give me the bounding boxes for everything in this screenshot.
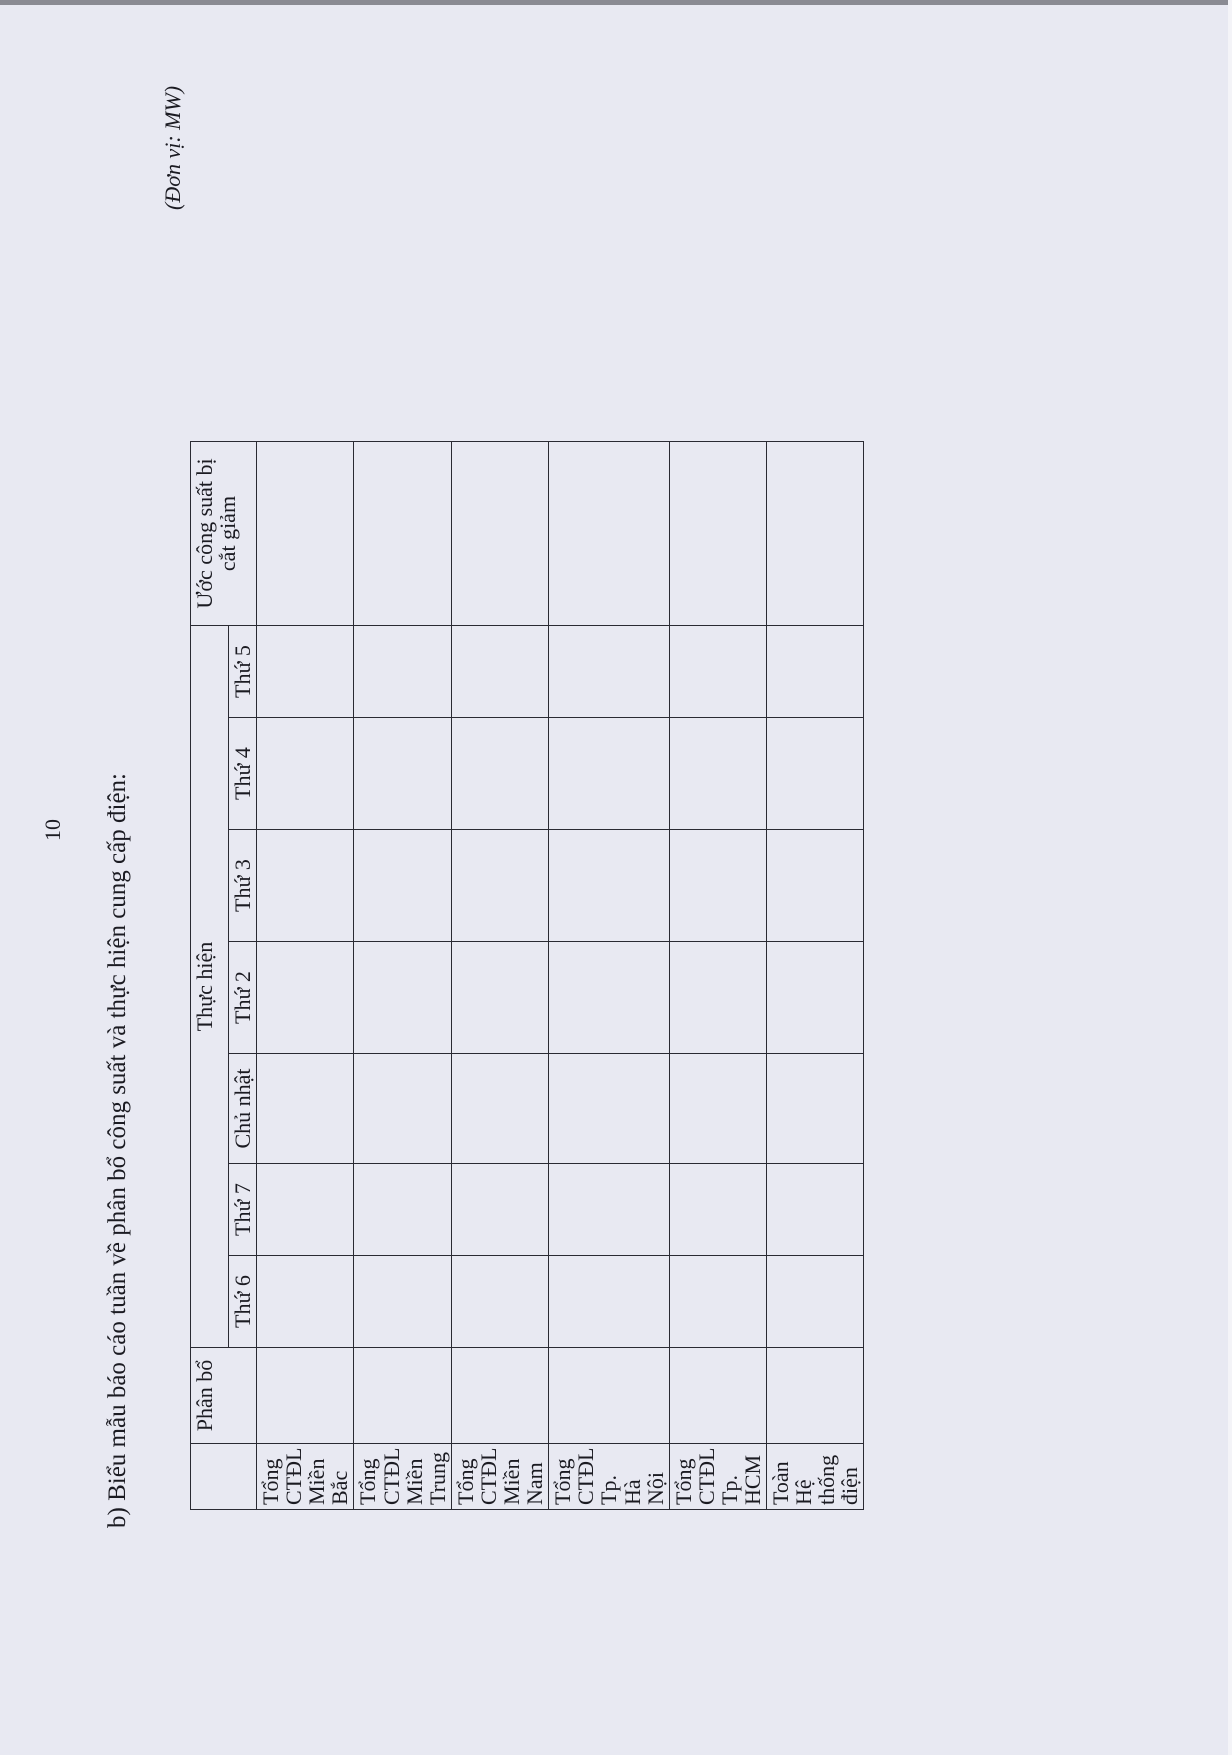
row-label: Tổng CTĐL Tp. HCM xyxy=(669,1444,766,1510)
day-cell xyxy=(669,1164,766,1256)
day-cell xyxy=(669,830,766,942)
day-cell xyxy=(451,942,548,1054)
day-cell xyxy=(767,942,864,1054)
day-cell xyxy=(257,626,354,718)
day-cell xyxy=(451,718,548,830)
day-cell xyxy=(257,1164,354,1256)
row-label: Tổng CTĐL Miền Bắc xyxy=(257,1444,354,1510)
estimated-cut-cell xyxy=(257,442,354,626)
day-cell xyxy=(549,942,669,1054)
day-cell xyxy=(549,1164,669,1256)
allocation-cell xyxy=(669,1348,766,1444)
allocation-cell xyxy=(451,1348,548,1444)
day-cell xyxy=(257,1256,354,1348)
header-day: Thứ 6 xyxy=(229,1256,257,1348)
table-row xyxy=(549,442,669,1510)
estimated-cut-cell xyxy=(354,442,451,626)
day-cell xyxy=(767,1054,864,1164)
day-cell xyxy=(451,1054,548,1164)
section-heading: b) Biểu mẫu báo cáo tuần về phân bổ công suất và thực hiện cung cấp điện: xyxy=(104,773,131,1528)
allocation-cell xyxy=(257,1348,354,1444)
allocation-cell xyxy=(767,1348,864,1444)
day-cell xyxy=(451,1256,548,1348)
day-cell xyxy=(549,1054,669,1164)
estimated-cut-cell xyxy=(451,442,548,626)
estimated-cut-cell xyxy=(669,442,766,626)
day-cell xyxy=(354,830,451,942)
allocation-cell xyxy=(354,1348,451,1444)
row-label: Tổng CTĐL Tp. Hà Nội xyxy=(549,1444,669,1510)
header-allocation: Phân bổ xyxy=(191,1348,257,1444)
day-cell xyxy=(549,830,669,942)
row-label-total: Toàn Hệ thống điện xyxy=(767,1444,864,1510)
day-cell xyxy=(451,626,548,718)
day-cell xyxy=(767,626,864,718)
estimated-cut-cell xyxy=(767,442,864,626)
day-cell xyxy=(354,718,451,830)
table-row xyxy=(257,442,354,1510)
row-label: Tổng CTĐL Miền Nam xyxy=(451,1444,548,1510)
header-day: Thứ 7 xyxy=(229,1164,257,1256)
day-cell xyxy=(669,1054,766,1164)
day-cell xyxy=(257,830,354,942)
header-day: Thứ 3 xyxy=(229,830,257,942)
day-cell xyxy=(767,718,864,830)
day-cell xyxy=(669,626,766,718)
page-number: 10 xyxy=(40,819,65,841)
day-cell xyxy=(549,1256,669,1348)
header-corner xyxy=(191,1444,257,1510)
day-cell xyxy=(354,626,451,718)
header-estimated-cut: Ước công suất bị cắt giảm xyxy=(191,442,257,626)
scan-edge xyxy=(1228,0,1232,1755)
day-cell xyxy=(354,942,451,1054)
day-cell xyxy=(257,1054,354,1164)
header-row-top xyxy=(191,442,229,1510)
header-actual-group: Thực hiện xyxy=(191,626,229,1348)
estimated-cut-cell xyxy=(549,442,669,626)
table-row xyxy=(354,442,451,1510)
allocation-cell xyxy=(549,1348,669,1444)
day-cell xyxy=(669,942,766,1054)
day-cell xyxy=(669,718,766,830)
header-day: Thứ 5 xyxy=(229,626,257,718)
unit-note: (Đơn vị: MW) xyxy=(160,85,185,210)
day-cell xyxy=(451,830,548,942)
day-cell xyxy=(354,1164,451,1256)
day-cell xyxy=(669,1256,766,1348)
table-row xyxy=(451,442,548,1510)
day-cell xyxy=(451,1164,548,1256)
header-day: Chủ nhật xyxy=(229,1054,257,1164)
rotated-page-content xyxy=(40,20,863,1620)
day-cell xyxy=(549,718,669,830)
table-row-total xyxy=(767,442,864,1510)
header-day: Thứ 2 xyxy=(229,942,257,1054)
table-row xyxy=(669,442,766,1510)
day-cell xyxy=(767,1256,864,1348)
row-label: Tổng CTĐL Miền Trung xyxy=(354,1444,451,1510)
day-cell xyxy=(767,830,864,942)
day-cell xyxy=(354,1256,451,1348)
day-cell xyxy=(354,1054,451,1164)
weekly-report-table xyxy=(190,441,864,1510)
header-day: Thứ 4 xyxy=(229,718,257,830)
day-cell xyxy=(257,942,354,1054)
day-cell xyxy=(257,718,354,830)
day-cell xyxy=(549,626,669,718)
scan-edge xyxy=(0,0,1232,5)
day-cell xyxy=(767,1164,864,1256)
